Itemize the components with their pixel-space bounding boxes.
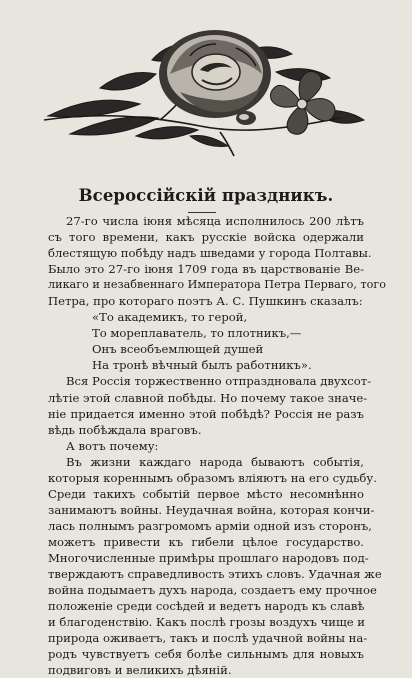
text-line: подвиговъ и великихъ дѣяній. [48, 663, 232, 678]
text-line: Петра, про котораго поэтъ А. С. Пушкинъ сказалъ: [48, 294, 363, 309]
page-title: Всероссійскій праздникъ. [78, 186, 334, 205]
text-line: природа оживаетъ, такъ и послѣ удачной войны на- [48, 631, 368, 646]
verse-line: На тронѣ вѣчный былъ работникъ». [92, 358, 312, 373]
verse-line: Онъ всеобъемлющей душей [92, 342, 264, 357]
text-line: блестящую побѣду надъ шведами у города Полтавы. [48, 246, 372, 261]
text-line: война подымаетъ духъ народа, создаетъ ему прочное [48, 583, 377, 598]
text-line: съ того времени, какъ русскіе войска одержали [48, 230, 364, 245]
text-line: и благоденствію. Какъ послѣ грозы воздухъ чище и [48, 615, 366, 630]
text-line: тверждаютъ справедливость этихъ словъ. Удачная же [48, 567, 382, 582]
body-text [48, 213, 387, 678]
floral-ornament [40, 8, 370, 158]
text-line: родъ чувствуетъ себя болѣе сильнымъ для новыхъ [48, 647, 364, 662]
text-line: ликаго и незабвеннаго Императора Петра Перваго, того [48, 278, 387, 292]
text-line: лѣтіе этой славной побѣды. Но почему такое значе- [48, 390, 368, 405]
verse-line: «То академикъ, то герой, [92, 310, 248, 325]
text-line: ніе придается именно этой побѣдѣ? Россія не разъ [48, 406, 364, 421]
text-line: Вся Россія торжественно отпраздновала двухсот- [66, 374, 372, 389]
text-line: 27-го числа іюня мѣсяца исполнилось 200 лѣтъ [66, 214, 364, 228]
text-line: Среди такихъ событій первое мѣсто несомнѣнно [48, 486, 364, 501]
text-line: А вотъ почему: [66, 438, 159, 453]
text-line: лась полнымъ разгромомъ арміи одной изъ сторонъ, [48, 518, 372, 533]
text-line: Въ жизни каждаго народа бываютъ событія, [66, 454, 364, 469]
text-line: которыя кореннымъ образомъ вліяютъ на его судьбу. [48, 470, 377, 485]
text-line: можетъ привести къ гибели цѣлое государство. [48, 534, 364, 549]
verse-line: То мореплаватель, то плотникъ,— [92, 326, 302, 341]
text-line: положеніе среди сосѣдей и ведетъ народъ къ славѣ [48, 599, 365, 614]
text-line: Было это 27-го іюня 1709 года въ царствованіе Ве- [48, 262, 364, 277]
text-line: вѣдь побѣждала враговъ. [48, 422, 202, 437]
text-line: занимаютъ войны. Неудачная война, которая кончи- [48, 502, 375, 517]
text-line: Многочисленные примѣры прошлаго народовъ под- [48, 550, 369, 565]
